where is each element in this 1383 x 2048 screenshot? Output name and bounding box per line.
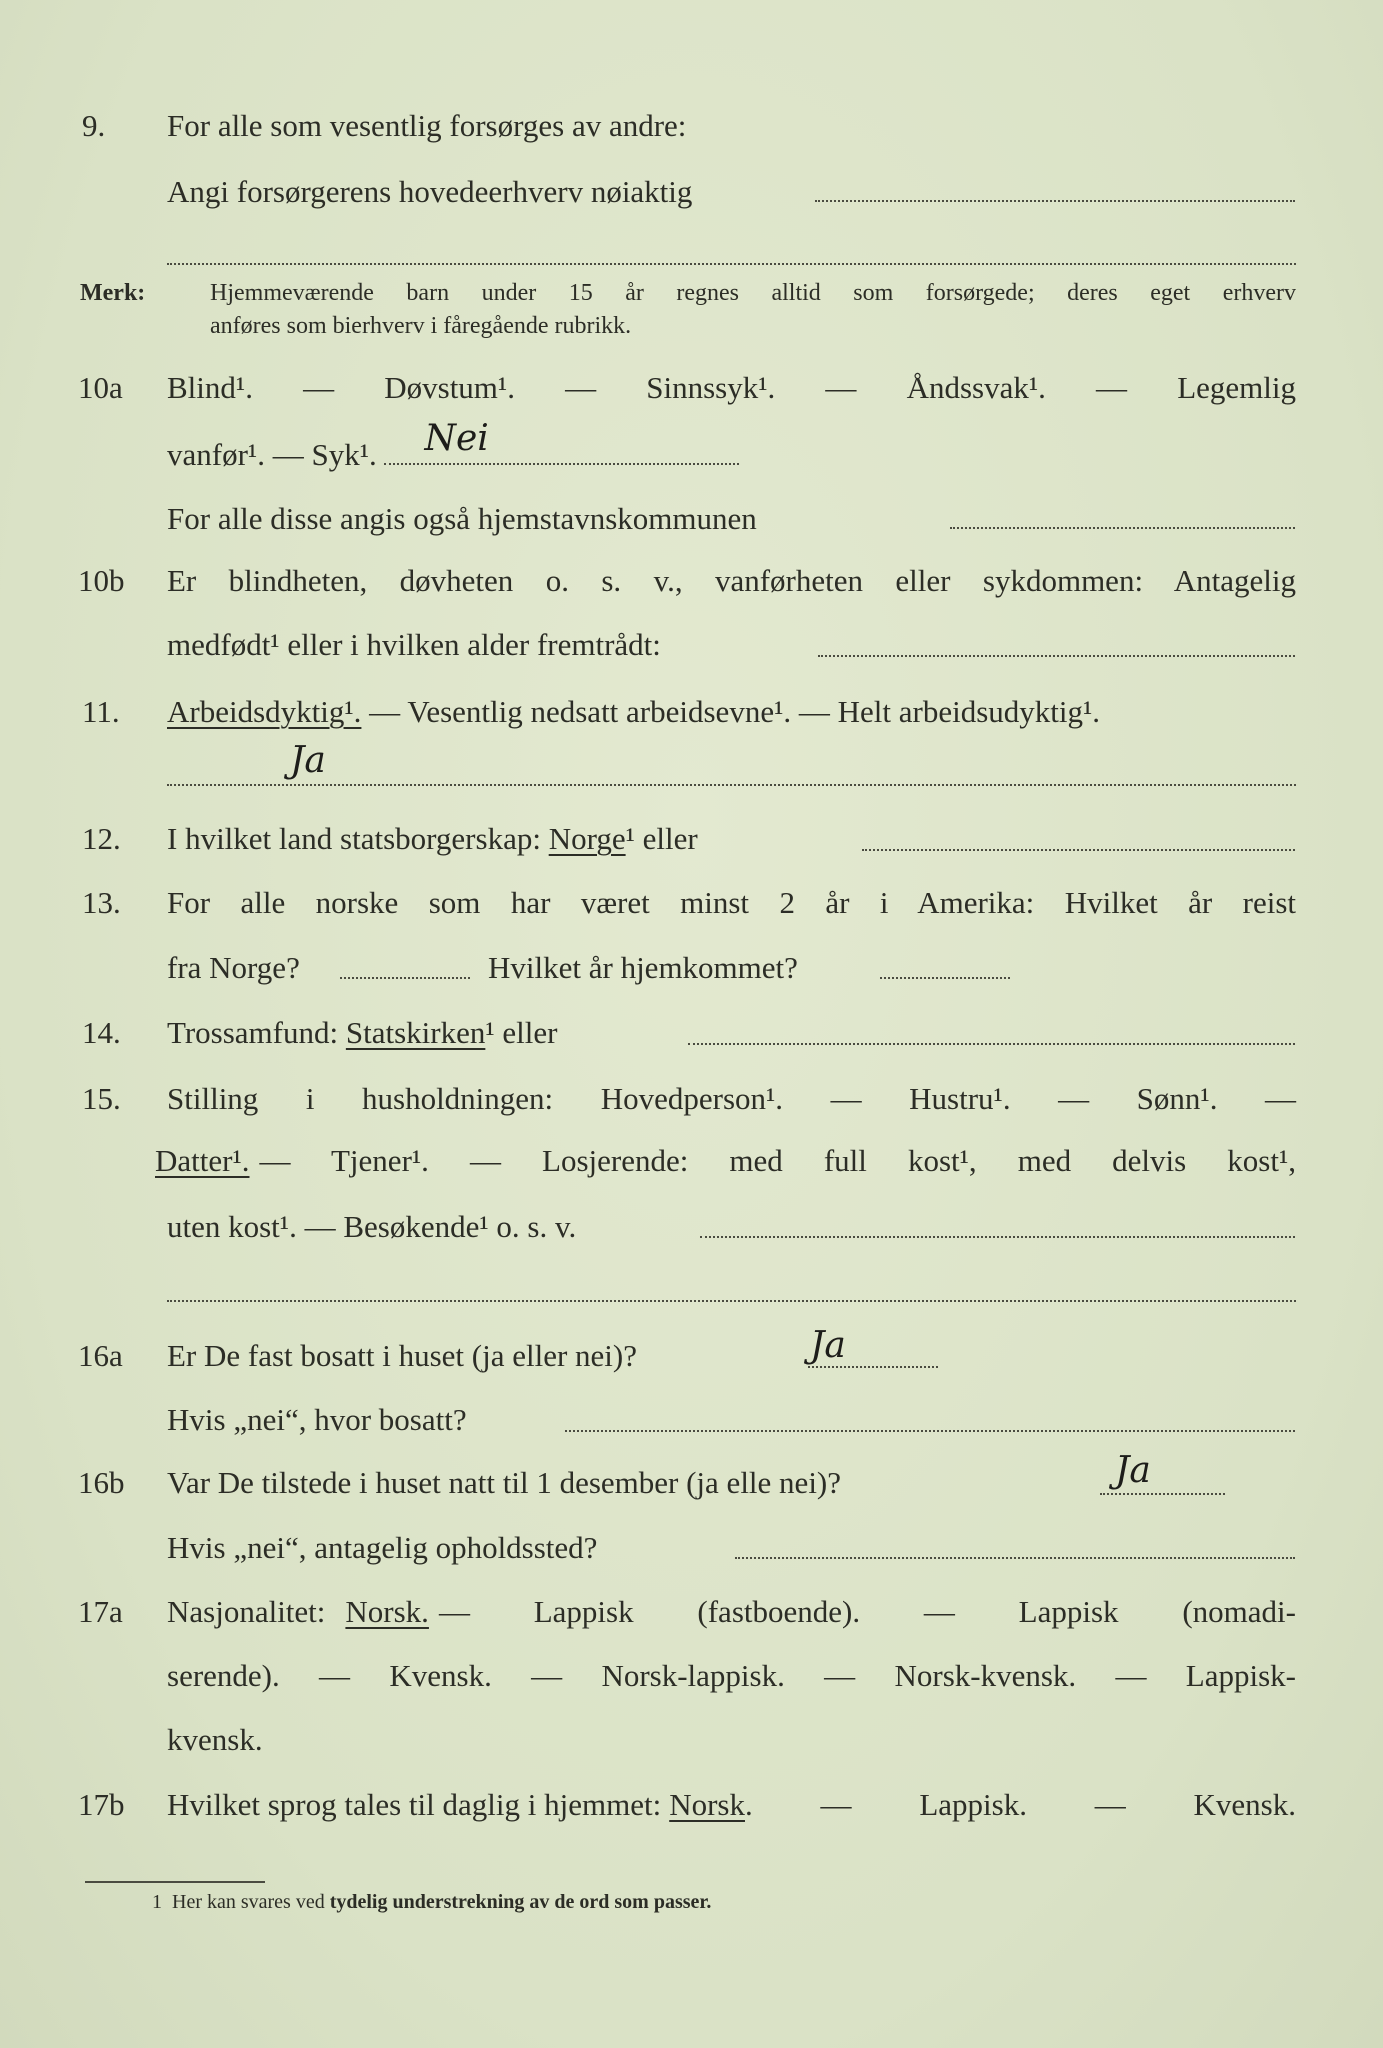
- q17a-line1: [167, 1592, 1296, 1632]
- q16b-location-field[interactable]: [735, 1557, 1295, 1559]
- q17b-line: [167, 1785, 1296, 1825]
- q10b-answer-field[interactable]: [818, 655, 1295, 657]
- q16b-number: 16b: [78, 1465, 125, 1500]
- footnote-emphasis: tydelig understrekning av de ord som passer.: [329, 1891, 712, 1913]
- q17a-options-2: serende). — Kvensk. — Norsk-lappisk. — Norsk-kvensk. — Lappisk-: [167, 1658, 1296, 1693]
- q13-departure-field[interactable]: [340, 977, 470, 979]
- q11-selected-option: Arbeidsdyktig¹.: [167, 694, 362, 729]
- q16a-answer-field[interactable]: [808, 1366, 938, 1368]
- footnote-mark: 1: [152, 1891, 162, 1913]
- q11-other-options: — Vesentlig nedsatt arbeidsevne¹. — Helt arbeidsudyktig¹.: [369, 694, 1101, 729]
- q10b-question: Er blindheten, døvheten o. s. v., vanførheten eller sykdommen: Antagelig: [167, 563, 1296, 598]
- q15-answer-field-2[interactable]: [167, 1300, 1296, 1302]
- note-text-2: anføres som bierhverv i fåregående rubrikk.: [210, 313, 632, 339]
- q11-options: [167, 692, 1296, 732]
- q11-answer-field[interactable]: [167, 784, 1296, 786]
- q17a-options-3: kvensk.: [167, 1722, 263, 1757]
- q13-question: For alle norske som har været minst 2 år i Amerika: Hvilket år reist: [167, 885, 1296, 920]
- q16a-residence-field[interactable]: [565, 1430, 1295, 1432]
- q9-question: For alle som vesentlig forsørges av andre:: [167, 108, 687, 143]
- q16b-subquestion: Hvis „nei“, antagelig opholdssted?: [167, 1530, 598, 1565]
- q12-other: ¹ eller: [625, 821, 698, 856]
- q9-answer-field[interactable]: [815, 200, 1295, 202]
- q14-question: Trossamfund:: [167, 1015, 339, 1050]
- q14-line: [167, 1013, 1296, 1053]
- q17b-selected-option: Norsk: [669, 1787, 745, 1822]
- q11-handwritten-answer: Ja: [290, 740, 326, 781]
- q10a-number: 10a: [78, 370, 123, 405]
- q10a-options-2: vanfør¹. — Syk¹.: [167, 437, 377, 472]
- q10a-hometown-field[interactable]: [950, 527, 1295, 529]
- footnote: [152, 1891, 711, 1914]
- note-text-1: Hjemmeværende barn under 15 år regnes alltid som forsørgede; deres eget erhverv: [210, 280, 1296, 306]
- q16b-handwritten-answer: Ja: [1115, 1450, 1151, 1491]
- q17a-number: 17a: [78, 1594, 123, 1629]
- q16a-question: Er De fast bosatt i huset (ja eller nei)?: [167, 1338, 637, 1373]
- q13-departure: fra Norge?: [167, 950, 300, 985]
- q15-options-2: — Tjener¹. — Losjerende: med full kost¹, med delvis kost¹,: [259, 1143, 1296, 1178]
- q14-selected-option: Statskirken: [345, 1015, 486, 1050]
- q16b-answer-field[interactable]: [1100, 1493, 1225, 1495]
- q14-number: 14.: [82, 1015, 121, 1050]
- footnote-rule: [85, 1881, 265, 1883]
- q15-question: Stilling i husholdningen: Hovedperson¹. — Hustru¹. — Sønn¹. —: [167, 1081, 1296, 1116]
- q17a-selected-option: Norsk.: [345, 1594, 429, 1629]
- q15-number: 15.: [82, 1081, 121, 1116]
- q10a-options: Blind¹. — Døvstum¹. — Sinnssyk¹. — Åndssvak¹. — Legemlig: [167, 370, 1296, 405]
- note-label: Merk:: [80, 280, 146, 306]
- q13-return-field[interactable]: [880, 977, 1010, 979]
- q16a-handwritten-answer: Ja: [810, 1325, 846, 1366]
- q16b-question: Var De tilstede i huset natt til 1 desember (ja elle nei)?: [167, 1465, 842, 1500]
- q17a-options-1: — Lappisk (fastboende). — Lappisk (nomadi-: [438, 1594, 1296, 1629]
- footnote-text: Her kan svares ved: [172, 1891, 325, 1913]
- q17b-question: Hvilket sprog tales til daglig i hjemmet:: [167, 1787, 662, 1822]
- q9-answer-field-2[interactable]: [167, 263, 1296, 265]
- q11-number: 11.: [82, 694, 120, 729]
- q15-selected-option: Datter¹.: [155, 1143, 250, 1178]
- q17b-other-options: . — Lappisk. — Kvensk.: [744, 1787, 1296, 1822]
- q17a-question: Nasjonalitet:: [167, 1594, 326, 1629]
- q13-return: Hvilket år hjemkommet?: [488, 950, 798, 985]
- q10b-number: 10b: [78, 563, 125, 598]
- q15-answer-field[interactable]: [700, 1236, 1295, 1238]
- q16a-subquestion: Hvis „nei“, hvor bosatt?: [167, 1402, 467, 1437]
- q16a-number: 16a: [78, 1338, 123, 1373]
- q15-line2: [155, 1141, 1296, 1181]
- q14-answer-field[interactable]: [688, 1043, 1295, 1045]
- q12-selected-option: Norge: [548, 821, 626, 856]
- q10a-handwritten-answer: Nei: [424, 418, 489, 459]
- q10a-answer-field[interactable]: [384, 418, 739, 465]
- q10a-hometown-question: For alle disse angis også hjemstavnskommunen: [167, 501, 757, 536]
- q12-answer-field[interactable]: [862, 849, 1295, 851]
- q14-other: ¹ eller: [485, 1015, 558, 1050]
- q12-line: [167, 819, 1296, 859]
- q12-question: I hvilket land statsborgerskap:: [167, 821, 541, 856]
- q10a-line2: [167, 418, 1296, 475]
- q17b-number: 17b: [78, 1787, 125, 1822]
- q10b-question-2: medfødt¹ eller i hvilken alder fremtrådt:: [167, 627, 661, 662]
- q13-number: 13.: [82, 885, 121, 920]
- q9-subquestion: Angi forsørgerens hovedeerhverv nøiaktig: [167, 174, 693, 209]
- q9-number: 9.: [82, 108, 106, 143]
- q12-number: 12.: [82, 821, 121, 856]
- q15-options-3: uten kost¹. — Besøkende¹ o. s. v.: [167, 1209, 577, 1244]
